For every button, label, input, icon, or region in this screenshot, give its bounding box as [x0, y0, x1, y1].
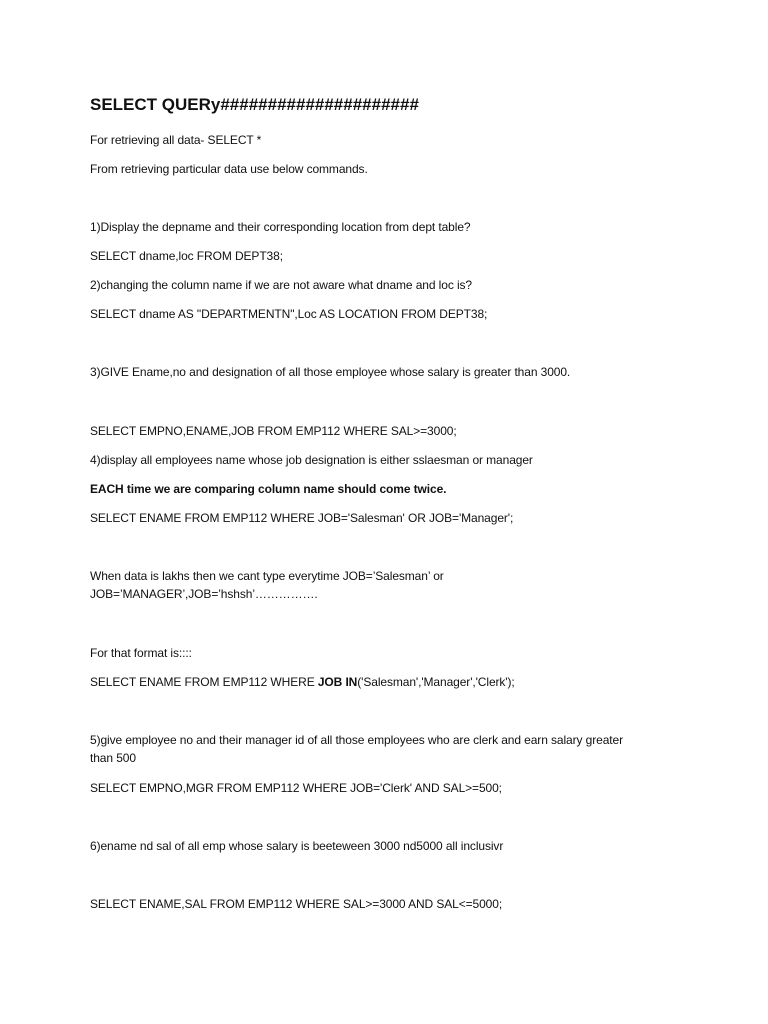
question-line: 3)GIVE Ename,no and designation of all those employee whose salary is greater than 3000.	[90, 365, 571, 379]
question-line: 6)ename nd sal of all emp whose salary is beeteween 3000 nd5000 all inclusivr	[90, 839, 504, 853]
sql-suffix: ('Salesman','Manager','Clerk');	[357, 675, 515, 689]
sql-line: SELECT ENAME,SAL FROM EMP112 WHERE SAL>=3000 AND SAL<=5000;	[90, 897, 503, 911]
note-line: EACH time we are comparing column name should come twice.	[90, 482, 447, 496]
page-title: SELECT QUERy#####################	[90, 95, 419, 114]
question-line: 5)give employee no and their manager id of all those employees who are clerk and earn salary greater	[90, 733, 623, 747]
text-line: JOB=’MANAGER’,JOB=’hshsh’…………….	[90, 587, 318, 601]
text-line: For that format is::::	[90, 646, 192, 660]
question-line: 4)display all employees name whose job designation is either sslaesman or manager	[90, 453, 533, 467]
sql-line: SELECT dname AS "DEPARTMENTN",Loc AS LOCATION FROM DEPT38;	[90, 307, 488, 321]
text-line: For retrieving all data- SELECT *	[90, 133, 262, 147]
sql-line: SELECT ENAME FROM EMP112 WHERE JOB='Salesman' OR JOB='Manager';	[90, 511, 514, 525]
question-line: 1)Display the depname and their corresponding location from dept table?	[90, 220, 471, 234]
sql-line	[90, 674, 515, 690]
text-line: When data is lakhs then we cant type everytime JOB=’Salesman’ or	[90, 569, 444, 583]
question-line: 2)changing the column name if we are not aware what dname and loc is?	[90, 278, 472, 292]
sql-line: SELECT EMPNO,ENAME,JOB FROM EMP112 WHERE SAL>=3000;	[90, 424, 457, 438]
question-line: than 500	[90, 751, 136, 765]
text-line: From retrieving particular data use below commands.	[90, 162, 368, 176]
sql-prefix: SELECT ENAME FROM EMP112 WHERE	[90, 675, 318, 689]
sql-line: SELECT EMPNO,MGR FROM EMP112 WHERE JOB='Clerk' AND SAL>=500;	[90, 781, 502, 795]
sql-keyword: JOB IN	[317, 675, 358, 689]
sql-line: SELECT dname,loc FROM DEPT38;	[90, 249, 283, 263]
